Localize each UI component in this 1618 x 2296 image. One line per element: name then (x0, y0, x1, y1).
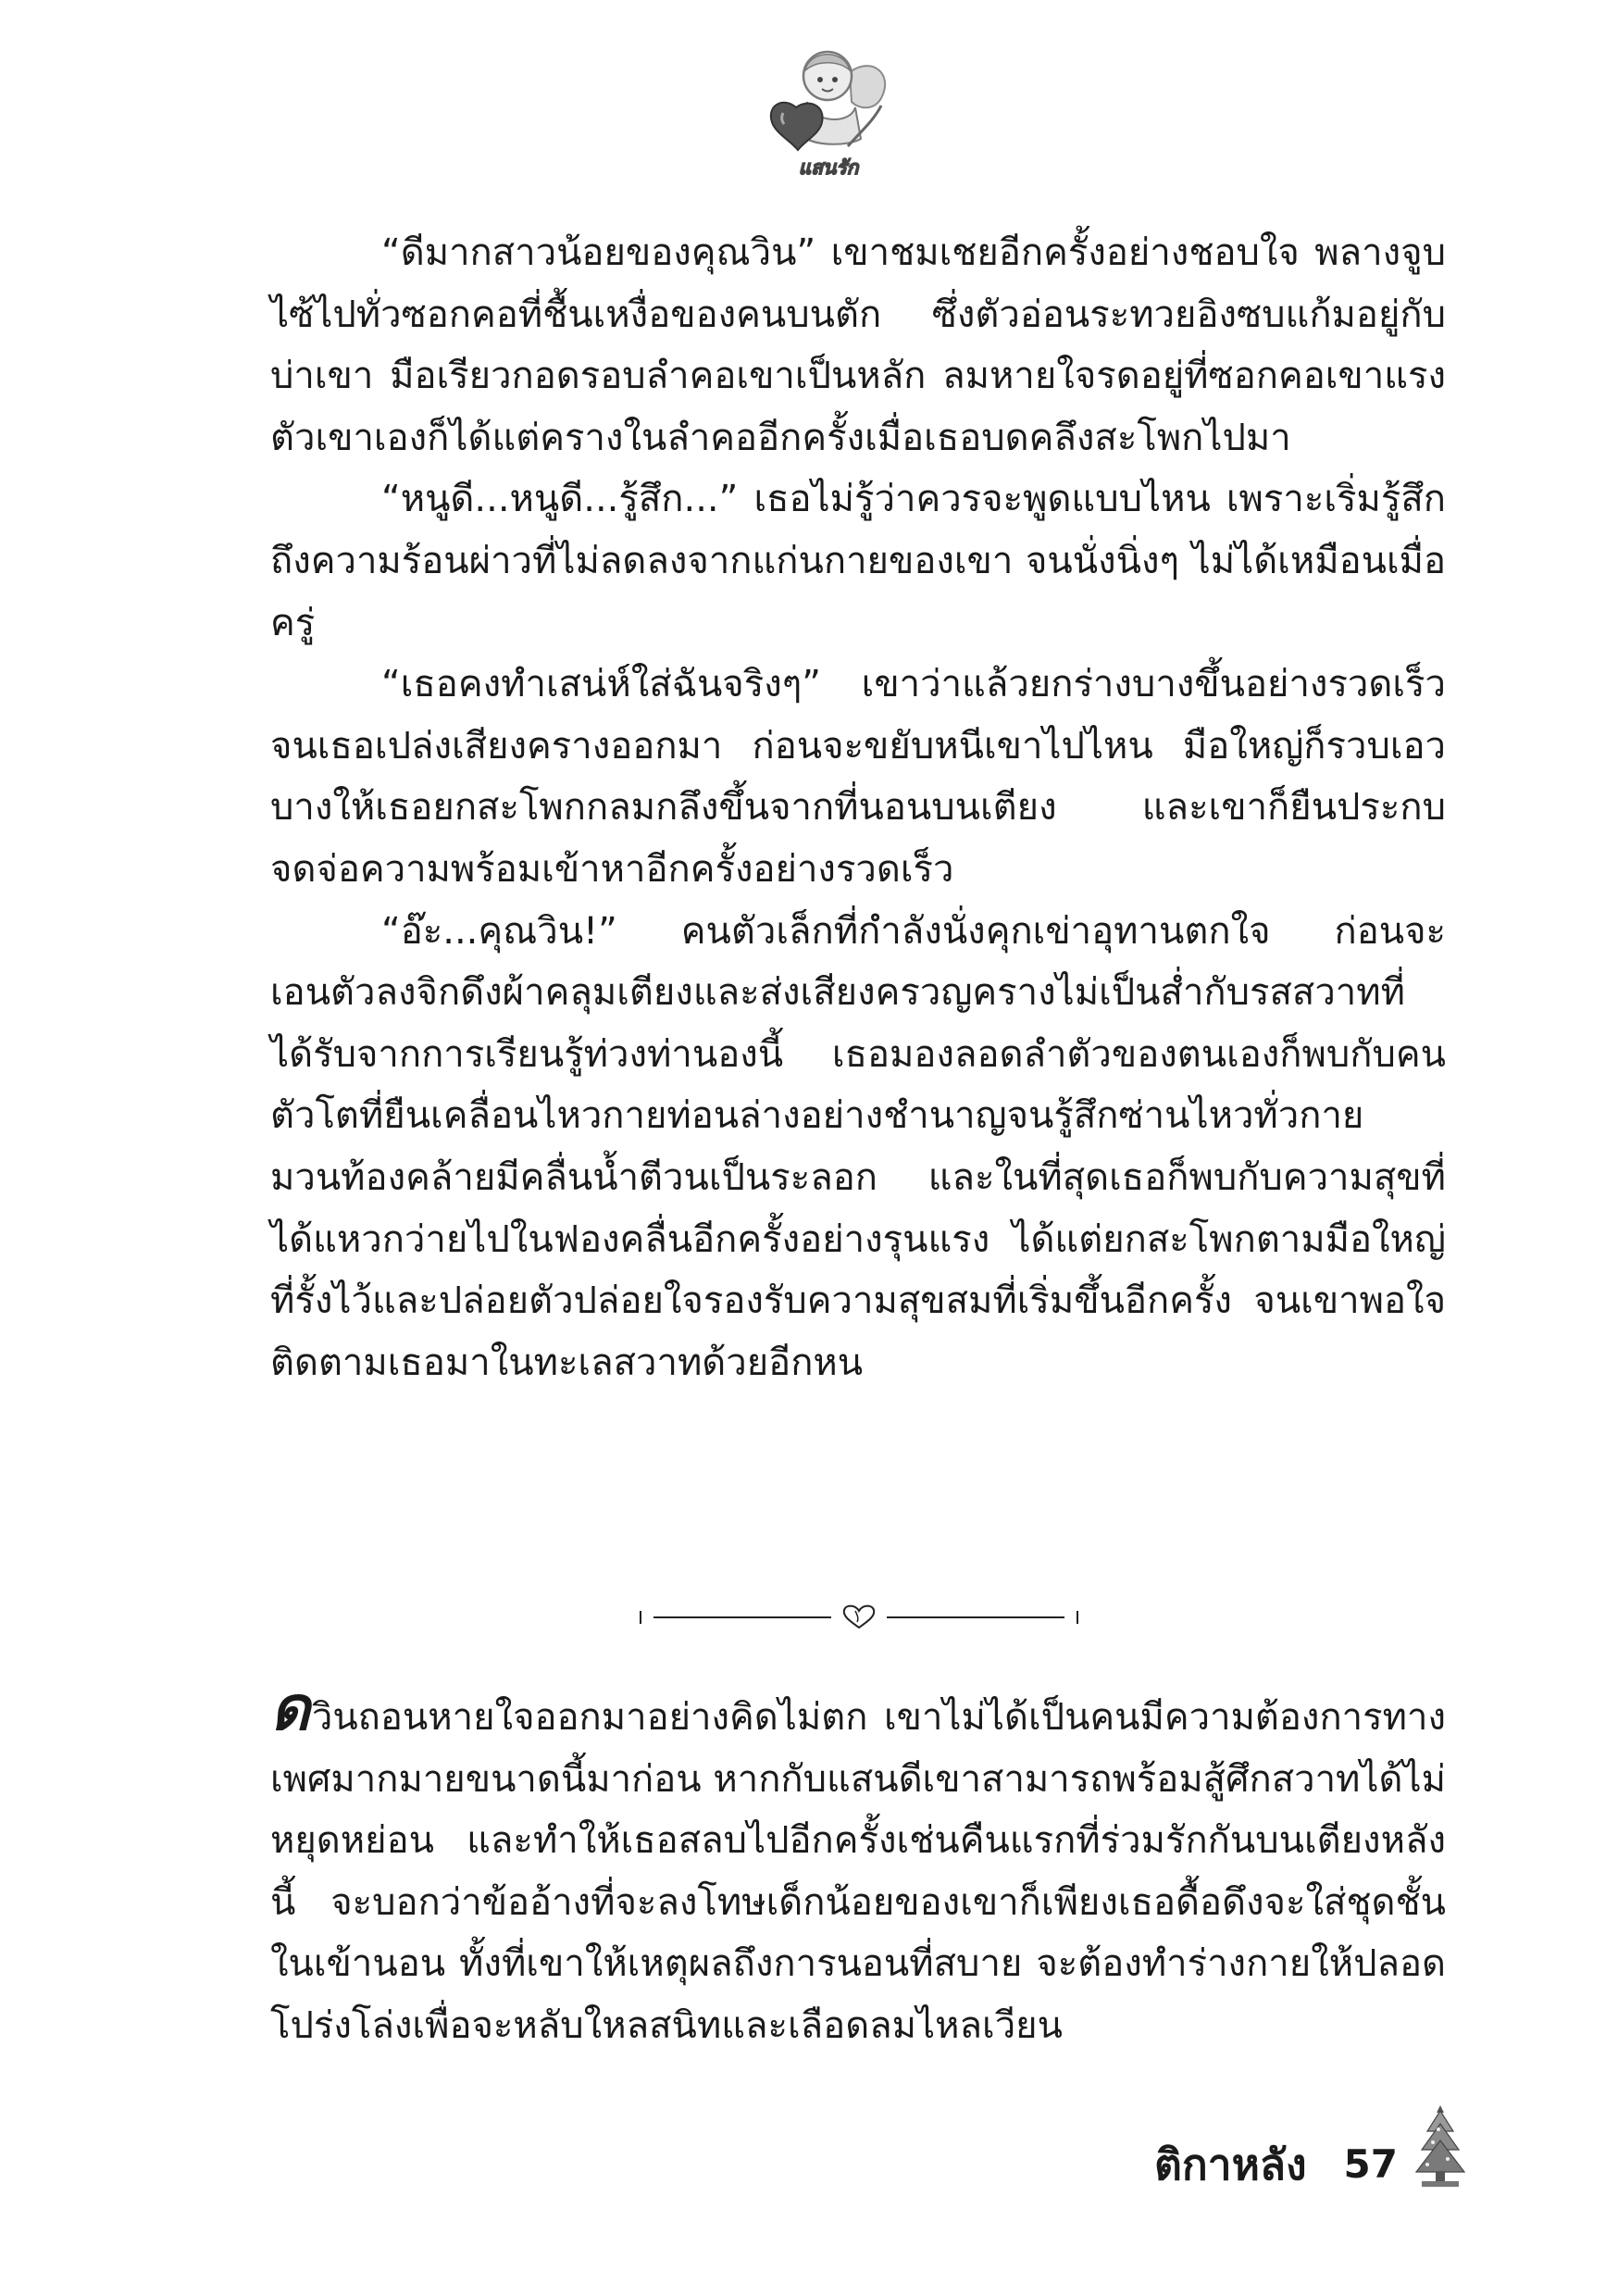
logo-text: แสนรัก (798, 156, 859, 179)
cupid-heart-icon (759, 37, 898, 185)
book-title: ติกาหลัง (1154, 2140, 1307, 2190)
section-divider (637, 1600, 1081, 1633)
christmas-tree-icon (1411, 2103, 1470, 2192)
paragraph-5-text: วินถอนหายใจออกมาอย่างคิดไม่ตก เขาไม่ได้เป็นคนมีความต้องการทางเพศมากมายขนาดนี้มาก่อน หากกับแสนดีเขาสามารถพร้อมสู้ศึกสวาทได้ไม่หยุดหย่อน และทำให้เธอสลบไปอีกครั้งเช่นคืนแรกที่ร่วมรักกันบนเตียงหลังนี้ จะบอกว่าข้ออ้างที่จะลงโทษเด็กน้อยของเขาก็เพียงเธอดื้อดึงจะใส่ชุดชั้นในเข้านอน ทั้งที่เขาให้เหตุผลถึงการนอนที่สบาย จะต้องทำร่างกายให้ปลอดโปร่งโล่งเพื่อจะหลับใหลสนิทและเลือดลมไหลเวียน (270, 1696, 1446, 2047)
logo (759, 37, 898, 185)
paragraph-5 (270, 1673, 1446, 2057)
paragraph-2: “หนูดี...หนูดี...รู้สึก...” เธอไม่รู้ว่าควรจะพูดแบบไหน เพราะเริ่มรู้สึกถึงความร้อนผ่าวที่ไม่ลดลงจากแก่นกายของเขา จนนั่งนิ่งๆ ไม่ได้เหมือนเมื่อครู่ (270, 478, 1446, 644)
section-2 (270, 1673, 1446, 2057)
heart-ornament-icon (844, 1606, 875, 1628)
paragraph-4: “อ๊ะ...คุณวิน!” คนตัวเล็กที่กำลังนั่งคุกเข่าอุทานตกใจ ก่อนจะเอนตัวลงจิกดึงผ้าคลุมเตียงและส่งเสียงครวญครางไม่เป็นส่ำกับรสสวาทที่ได้รับจากการเรียนรู้ท่วงท่านองนี้ เธอมองลอดลำตัวของตนเองก็พบกับคนตัวโตที่ยืนเคลื่อนไหวกายท่อนล่างอย่างชำนาญจนรู้สึกซ่านไหวทั่วกาย มวนท้องคล้ายมีคลื่นน้ำตีวนเป็นระลอก และในที่สุดเธอก็พบกับความสุขที่ได้แหวกว่ายไปในฟองคลื่นอีกครั้งอย่างรุนแรง ได้แต่ยกสะโพกตามมือใหญ่ที่รั้งไว้และปล่อยตัวปล่อยใจรองรับความสุขสมที่เริ่มขึ้นอีกครั้ง จนเขาพอใจติดตามเธอมาในทะเลสวาทด้วยอีกหน (270, 909, 1446, 1384)
section-1 (270, 222, 1446, 1393)
paragraph-1: “ดีมากสาวน้อยของคุณวิน” เขาชมเชยอีกครั้งอย่างชอบใจ พลางจูบไซ้ไปทั่วซอกคอที่ชื้นเหงื่อของคนบนตัก ซึ่งตัวอ่อนระทวยอิงซบแก้มอยู่กับบ่าเขา มือเรียวกอดรอบลำคอเขาเป็นหลัก ลมหายใจรดอยู่ที่ซอกคอเขาแรง ตัวเขาเองก็ได้แต่ครางในลำคออีกครั้งเมื่อเธอบดคลึงสะโพกไปมา (270, 231, 1446, 459)
drop-cap: ด (270, 1673, 310, 1744)
paragraph-3: “เธอคงทำเสน่ห์ใส่ฉันจริงๆ” เขาว่าแล้วยกร่างบางขึ้นอย่างรวดเร็วจนเธอเปล่งเสียงครางออกมา ก่อนจะขยับหนีเขาไปไหน มือใหญ่ก็รวบเอวบางให้เธอยกสะโพกกลมกลึงขึ้นจากที่นอนบนเตียง และเขาก็ยืนประกบจดจ่อความพร้อมเข้าหาอีกครั้งอย่างรวดเร็ว (270, 663, 1446, 891)
page-number: 57 (1343, 2141, 1398, 2187)
page-footer (1154, 2100, 1470, 2192)
